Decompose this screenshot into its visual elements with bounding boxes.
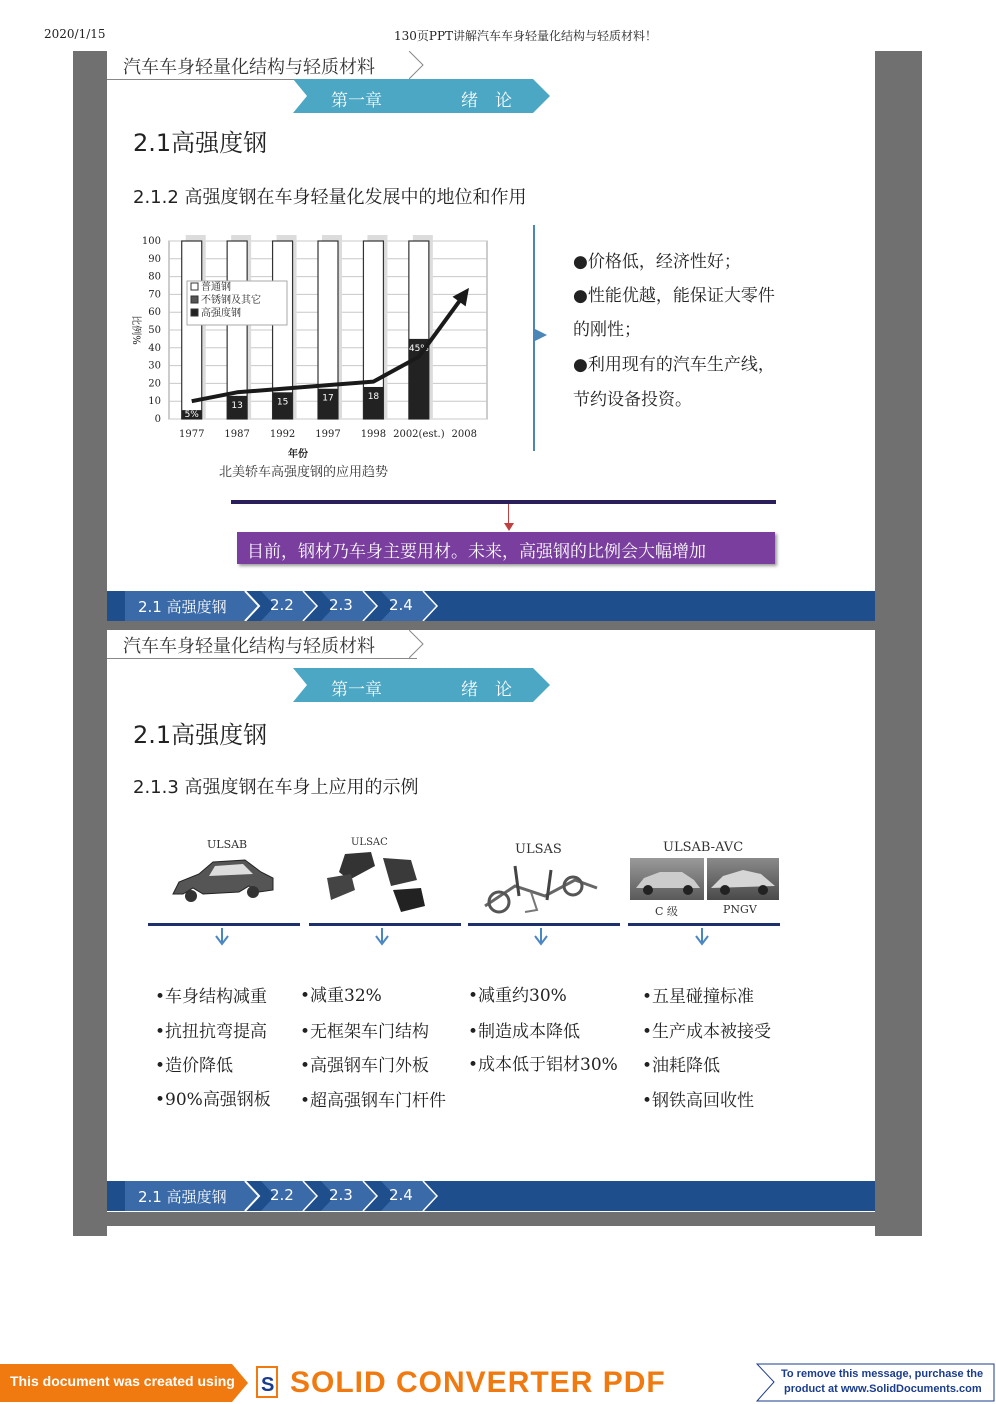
ulsab-bullet-1: •车身结构减重 (155, 987, 268, 1007)
bullet-2-cont: 的刚性； (573, 320, 641, 340)
nav-item-2-3[interactable]: 2.3 (329, 596, 353, 614)
pngv-car-photo (707, 858, 779, 900)
ulsab-bullet-4: •90%高强钢板 (155, 1090, 271, 1110)
column-title-ulsas: ULSAS (515, 842, 562, 857)
nav-item-2-1[interactable]: 2.1 高强度钢 (138, 598, 227, 616)
legend-label: 普通钢 (201, 282, 231, 293)
x-tick-label: 1998 (360, 429, 387, 440)
ulsac-bullet-4: •超高强钢车门杆件 (300, 1091, 447, 1111)
bar-ordinary-steel (273, 241, 293, 419)
ulsas-bullet-3: •成本低于铝材30% (468, 1055, 618, 1075)
ulsac-bullet-2: •无框架车门结构 (300, 1022, 430, 1042)
chapter-banner (293, 668, 550, 702)
arrow-right-icon (535, 329, 549, 341)
sublabel-c-class: C 级 (655, 905, 678, 918)
y-tick-label: 70 (148, 289, 161, 301)
chart-caption: 北美轿车高强度钢的应用趋势 (219, 465, 389, 480)
column-rule-2 (309, 923, 461, 926)
sublabel-pngv: PNGV (723, 903, 757, 916)
ulsab-bullet-2: •抗扭抗弯提高 (155, 1022, 268, 1042)
solid-logo-icon (254, 1365, 282, 1403)
bullet-2: ●性能优越，能保证大零件 (573, 286, 775, 306)
bar-data-label: 5% (184, 410, 199, 420)
suspension-icon (475, 856, 605, 922)
bar-data-label: 15 (276, 397, 289, 408)
y-tick-label: 40 (148, 342, 161, 354)
bullet-3-cont: 节约设备投资。 (573, 390, 692, 410)
y-tick-label: 90 (148, 253, 161, 265)
y-tick-label: 50 (148, 325, 161, 336)
series-title-tab (107, 51, 417, 80)
y-axis-title: 比例% (130, 315, 141, 345)
conclusion-text: 目前，钢材乃车身主要用材。未来，高强钢的比例会大幅增加 (247, 542, 706, 562)
y-tick-label: 30 (148, 360, 161, 372)
y-tick-label: 20 (148, 378, 161, 390)
bar-data-label: 13 (231, 400, 243, 411)
column-title-ulsab-avc: ULSAB-AVC (663, 840, 744, 855)
body-in-white-icon (169, 852, 279, 908)
nav-item-2-2[interactable]: 2.2 (270, 596, 294, 614)
series-title-tab (107, 630, 417, 659)
x-tick-label: 1977 (178, 429, 205, 440)
car-icon (630, 858, 704, 900)
y-tick-label: 10 (148, 396, 161, 408)
section-title: 2.1高强度钢 (133, 129, 268, 157)
slide-nav-bar (107, 1181, 875, 1211)
arrow-down-icon (375, 928, 389, 948)
bar-ordinary-steel (182, 241, 202, 419)
y-tick-label: 100 (141, 236, 161, 247)
nav-item-2-4[interactable]: 2.4 (389, 1186, 413, 1204)
bar-data-label: 45% (408, 343, 429, 354)
footer-brand: SOLID CONVERTER PDF (290, 1366, 666, 1399)
legend-label: 不锈钢及其它 (201, 295, 261, 306)
x-tick-label: 2002(est.) (393, 429, 445, 440)
header-title: 130页PPT讲解汽车车身轻量化结构与轻质材料！ (394, 29, 658, 43)
arrow-down-icon (215, 928, 229, 948)
footer-notice-line2[interactable]: product at www.SolidDocuments.com (784, 1383, 982, 1395)
tab-arrow-icon (409, 51, 425, 80)
column-title-ulsab: ULSAB (207, 838, 248, 851)
column-rule-1 (148, 923, 300, 926)
x-tick-label: 1987 (224, 429, 250, 440)
nav-item-2-4[interactable]: 2.4 (389, 596, 413, 614)
chapter-label: 第一章 (331, 680, 382, 700)
c-class-car-photo (630, 858, 704, 900)
bullet-1: ●价格低，经济性好； (573, 252, 741, 272)
chapter-label: 第一章 (331, 91, 382, 111)
svg-text:S: S (261, 1374, 275, 1396)
series-title: 汽车车身轻量化结构与轻质材料 (123, 57, 375, 78)
nav-item-2-3[interactable]: 2.3 (329, 1186, 353, 1204)
column-title-ulsac: ULSAC (351, 837, 388, 848)
avc-bullet-4: •钢铁高回收性 (642, 1091, 755, 1111)
legend-swatch (191, 296, 198, 303)
x-axis-title: 年份 (288, 449, 308, 460)
car-doors-icon (321, 850, 431, 920)
nav-item-2-2[interactable]: 2.2 (270, 1186, 294, 1204)
ulsab-bullet-3: •造价降低 (155, 1056, 234, 1076)
chapter-name: 绪 论 (461, 680, 512, 700)
avc-bullet-3: •油耗降低 (642, 1056, 721, 1076)
hss-trend-chart (119, 223, 509, 463)
slide-nav-bar (107, 591, 875, 621)
arrow-down-icon (534, 928, 548, 948)
subsection-title: 2.1.2 高强度钢在车身轻量化发展中的地位和作用 (133, 187, 527, 208)
avc-bullet-2: •生产成本被接受 (642, 1022, 772, 1042)
section-title: 2.1高强度钢 (133, 721, 268, 749)
car-icon (707, 858, 779, 900)
header-date: 2020/1/15 (44, 27, 106, 41)
arrow-down-icon (695, 928, 709, 948)
y-tick-label: 80 (148, 271, 161, 283)
legend-swatch (191, 309, 198, 316)
column-rule-4 (628, 923, 780, 926)
footer-created-text: This document was created using (10, 1373, 235, 1389)
converter-footer (0, 1362, 996, 1404)
chapter-banner (293, 79, 550, 113)
next-slide-edge (107, 1226, 875, 1236)
slide-2 (107, 630, 875, 1212)
bullet-3: ●利用现有的汽车生产线， (573, 355, 775, 375)
series-title: 汽车车身轻量化结构与轻质材料 (123, 636, 375, 657)
legend-label: 高强度钢 (201, 308, 241, 319)
conclusion-rule (231, 500, 776, 504)
ulsac-bullet-3: •高强钢车门外板 (300, 1056, 430, 1076)
ulsas-bullet-1: •减重约30% (468, 986, 567, 1006)
avc-bullet-1: •五星碰撞标准 (642, 987, 755, 1007)
tab-arrow-icon (409, 630, 425, 659)
y-tick-label: 0 (154, 414, 161, 425)
footer-notice-line1: To remove this message, purchase the (781, 1368, 984, 1380)
y-tick-label: 60 (148, 307, 161, 319)
nav-item-2-1[interactable]: 2.1 高强度钢 (138, 1188, 227, 1206)
x-tick-label: 1992 (269, 429, 296, 440)
ulsas-bullet-2: •制造成本降低 (468, 1022, 581, 1042)
bar-data-label: 17 (322, 393, 334, 404)
legend-swatch (191, 283, 198, 290)
x-tick-label: 2008 (451, 429, 478, 440)
bar-data-label: 18 (367, 391, 380, 402)
chapter-name: 绪 论 (461, 91, 512, 111)
column-rule-3 (468, 923, 620, 926)
x-tick-label: 1997 (315, 429, 341, 440)
subsection-title: 2.1.3 高强度钢在车身上应用的示例 (133, 777, 419, 798)
arrow-down-icon (504, 523, 514, 531)
conclusion-banner (237, 532, 775, 564)
ulsac-bullet-1: •减重32% (300, 986, 382, 1006)
slide-1 (107, 51, 875, 621)
